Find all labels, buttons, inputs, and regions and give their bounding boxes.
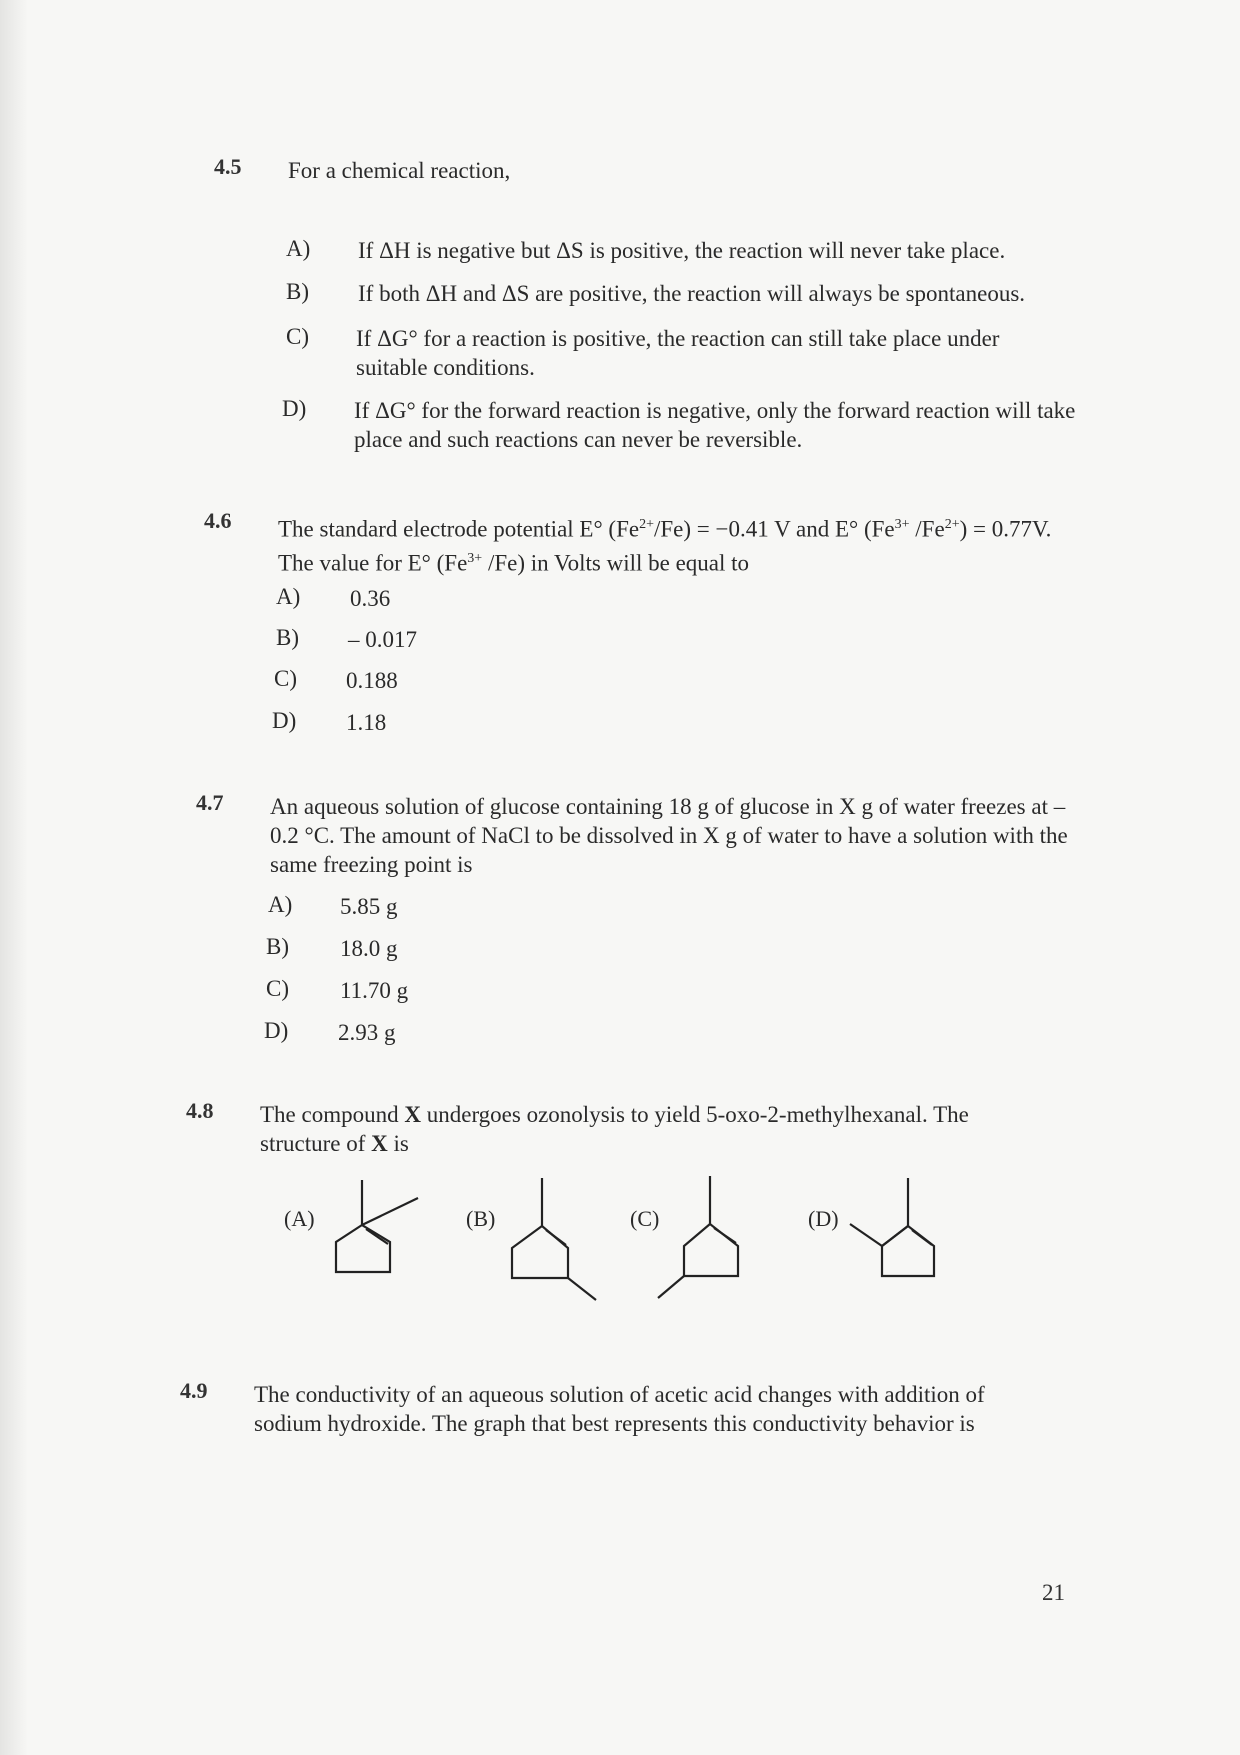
structure-label-c: (C)	[630, 1206, 660, 1231]
option-text: – 0.017	[348, 627, 417, 652]
question-number: 4.9	[180, 1378, 208, 1403]
option-b	[286, 279, 1086, 319]
question-stem: The standard electrode potential E° $(Fe^{2+}/Fe) = -0.41$ V and E° ($Fe^{3+}$ $/Fe^{2+}) = 0.77V$. The value for E° ($Fe^{3+}$ /Fe) in Volts will be equal to	[278, 516, 1052, 576]
structure-label-a: (A)	[284, 1206, 315, 1231]
structure-b	[504, 1178, 604, 1308]
question-number: 4.5	[214, 154, 242, 179]
option-text: 0.36	[350, 586, 391, 611]
question-stem: An aqueous solution of glucose containing 18 g of glucose in X g of water freezes at – 0.2 °C. The amount of NaCl to be dissolved in X g of water to have a solution with the same freezing point is	[270, 794, 1068, 877]
option-text: If both ΔH and ΔS are positive, the reaction will always be spontaneous.	[358, 281, 1026, 306]
option-a	[268, 892, 568, 924]
structure-a	[330, 1180, 430, 1280]
option-a	[276, 584, 576, 616]
option-text: 0.188	[346, 668, 398, 693]
option-d	[282, 396, 1082, 456]
option-c	[266, 976, 566, 1008]
option-text: 1.18	[346, 710, 387, 735]
question-number: 4.8	[186, 1098, 214, 1123]
structure-label-b: (B)	[466, 1206, 496, 1231]
option-letter: B)	[266, 934, 289, 959]
structure-d	[846, 1178, 936, 1298]
option-letter: D)	[282, 396, 307, 421]
option-letter: B)	[276, 625, 299, 650]
option-d	[272, 708, 572, 740]
option-text: 5.85 g	[340, 894, 398, 919]
structure-c	[656, 1176, 746, 1306]
option-b	[276, 625, 576, 657]
page-number: 21	[1042, 1580, 1065, 1605]
option-text: If ΔG° for the forward reaction is negative, only the forward reaction will take place and such reactions can never be reversible.	[354, 398, 1076, 452]
option-letter: A)	[276, 584, 301, 609]
option-letter: D)	[272, 708, 297, 733]
structure-label-d: (D)	[808, 1206, 839, 1231]
option-letter: A)	[286, 236, 311, 261]
binding-edge	[0, 0, 28, 1755]
option-letter: A)	[268, 892, 293, 917]
option-b	[266, 934, 566, 966]
option-letter: C)	[266, 976, 289, 1001]
option-text: 18.0 g	[340, 936, 398, 961]
option-letter: C)	[286, 324, 309, 349]
question-number: 4.7	[196, 790, 224, 815]
option-text: If ΔG° for a reaction is positive, the reaction can still take place under suitable conditions.	[356, 326, 1000, 380]
option-c	[274, 666, 574, 698]
option-text: If ΔH is negative but ΔS is positive, the reaction will never take place.	[358, 238, 1006, 263]
question-stem: For a chemical reaction,	[288, 158, 511, 183]
option-letter: D)	[264, 1018, 289, 1043]
option-letter: C)	[274, 666, 297, 691]
question-stem: The conductivity of an aqueous solution of acetic acid changes with addition of sodium hydroxide. The graph that best represents this conductivity behavior is	[254, 1382, 985, 1436]
option-c	[286, 324, 1086, 384]
option-d	[264, 1018, 564, 1050]
question-stem: The compound X undergoes ozonolysis to yield 5-oxo-2-methylhexanal. The structure of X is	[260, 1102, 969, 1156]
question-number: 4.6	[204, 508, 232, 533]
option-text: 11.70 g	[340, 978, 409, 1003]
option-text: 2.93 g	[338, 1020, 396, 1045]
option-letter: B)	[286, 279, 309, 304]
